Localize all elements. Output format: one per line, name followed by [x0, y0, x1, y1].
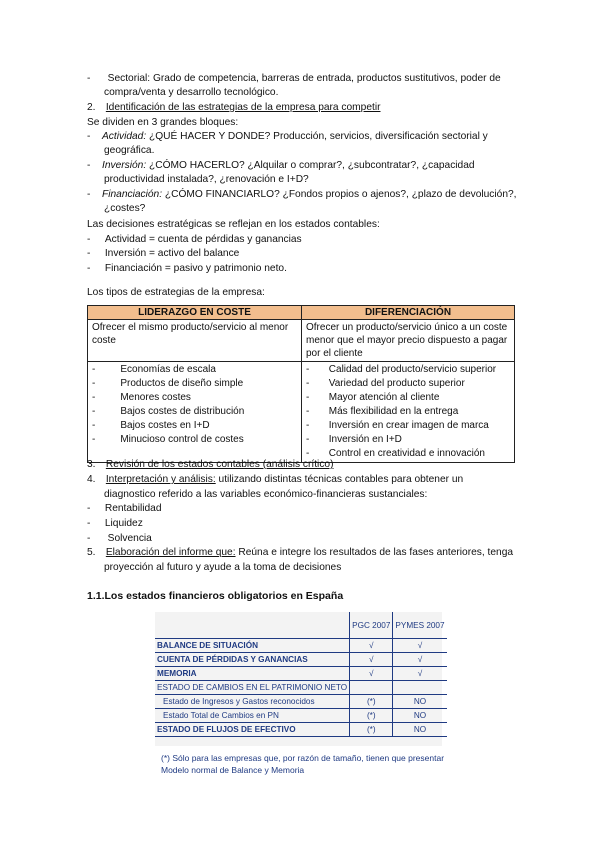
col-pgc-2007: PGC 2007: [350, 612, 393, 639]
header-cost-leadership: LIDERAZGO EN COSTE: [88, 306, 302, 320]
ratio-item: - Rentabilidad: [87, 503, 162, 514]
decisions-intro: Las decisiones estratégicas se reflejan en los estados contables:: [87, 219, 380, 230]
list-item: - Control en creatividad e innovación: [306, 448, 485, 459]
actividad-item-cont: geográfica.: [104, 145, 155, 156]
cost-leadership-list: [88, 362, 302, 463]
table-row: CUENTA DE PÉRDIDAS Y GANANCIAS √ √: [155, 653, 447, 667]
list-item: - Mayor atención al cliente: [306, 392, 440, 403]
strategy-types-intro: Los tipos de estrategias de la empresa:: [87, 287, 265, 298]
list-item: - Minucioso control de costes: [92, 434, 244, 445]
differentiation-list: [302, 362, 515, 463]
table-footnote: (*) Sólo para las empresas que, por razón de tamaño, tienen que presentar Modelo normal de Balance y Memoria: [161, 753, 445, 775]
sectorial-line: - Sectorial: Grado de competencia, barreras de entrada, productos sustitutivos, poder de: [87, 73, 501, 84]
list-item: - Productos de diseño simple: [92, 378, 244, 389]
section-4-heading: 4. Interpretación y análisis: utilizando distintas técnicas contables para obtener un: [87, 474, 464, 485]
decision-item: - Inversión = activo del balance: [87, 248, 240, 259]
ratio-item: - Liquidez: [87, 518, 143, 529]
financiacion-item: - Financiación: ¿CÓMO FINANCIARLO? ¿Fondos propios o ajenos?, ¿plazo de devolución?,: [87, 189, 517, 200]
ratio-item: - Solvencia: [87, 533, 152, 544]
list-item: - Inversión en crear imagen de marca: [306, 420, 489, 431]
section-5-cont: proyección al futuro y ayude a la toma de decisiones: [104, 562, 342, 573]
inversion-item-cont: productividad instalada?, ¿renovación e I+D?: [104, 174, 309, 185]
header-differentiation: DIFERENCIACIÓN: [302, 306, 515, 320]
table-row: Estado de Ingresos y Gastos reconocidos (*) NO: [155, 695, 447, 709]
col-pymes-2007: PYMES 2007: [393, 612, 447, 639]
sectorial-line-cont: compra/venta y desarrollo tecnológico.: [104, 87, 279, 98]
section-4-cont: diagnostico referido a las variables económico-financieras sustanciales:: [104, 489, 428, 500]
strategies-table: [87, 305, 515, 463]
inversion-item: - Inversión: ¿CÓMO HACERLO? ¿Alquilar o comprar?, ¿subcontratar?, ¿capacidad: [87, 160, 475, 171]
decision-item: - Financiación = pasivo y patrimonio neto.: [87, 263, 287, 274]
financial-statements-image: [155, 612, 445, 746]
list-item: - Menores costes: [92, 392, 191, 403]
list-item: - Calidad del producto/servicio superior: [306, 364, 497, 375]
list-item: - Inversión en I+D: [306, 434, 402, 445]
section-2-heading: 2. Identificación de las estrategias de la empresa para competir: [87, 102, 381, 113]
list-item: - Bajos costes de distribución: [92, 406, 245, 417]
list-item: - Economías de escala: [92, 364, 216, 375]
financial-statements-table: [155, 612, 447, 737]
subsection-1-1-heading: 1.1.Los estados financieros obligatorios en España: [87, 590, 344, 602]
blocks-intro: Se dividen en 3 grandes bloques:: [87, 117, 239, 128]
table-row: MEMORIA √ √: [155, 667, 447, 681]
list-item: - Variedad del producto superior: [306, 378, 465, 389]
table-row: ESTADO DE CAMBIOS EN EL PATRIMONIO NETO: [155, 681, 447, 695]
cost-leadership-desc: Ofrecer el mismo producto/servicio al menor coste: [88, 320, 302, 362]
list-item: - Bajos costes en I+D: [92, 420, 210, 431]
differentiation-desc: Ofrecer un producto/servicio único a un coste menor que el mayor precio dispuesto a pagar por el cliente: [302, 320, 515, 362]
financiacion-item-cont: ¿costes?: [104, 203, 146, 214]
corner-cell: [155, 612, 350, 639]
section-3-heading: 3. Revisión de los estados contables (análisis crítico): [87, 459, 334, 470]
list-item: - Más flexibilidad en la entrega: [306, 406, 459, 417]
table-row: BALANCE DE SITUACIÓN √ √: [155, 639, 447, 653]
table-row: ESTADO DE FLUJOS DE EFECTIVO (*) NO: [155, 723, 447, 737]
decision-item: - Actividad = cuenta de pérdidas y ganancias: [87, 234, 302, 245]
actividad-item: - Actividad: ¿QUÉ HACER Y DONDE? Producción, servicios, diversificación sectorial y: [87, 131, 488, 142]
table-row: Estado Total de Cambios en PN (*) NO: [155, 709, 447, 723]
section-5-heading: 5. Elaboración del informe que: Reúna e integre los resultados de las fases anteriores, tenga: [87, 547, 514, 558]
